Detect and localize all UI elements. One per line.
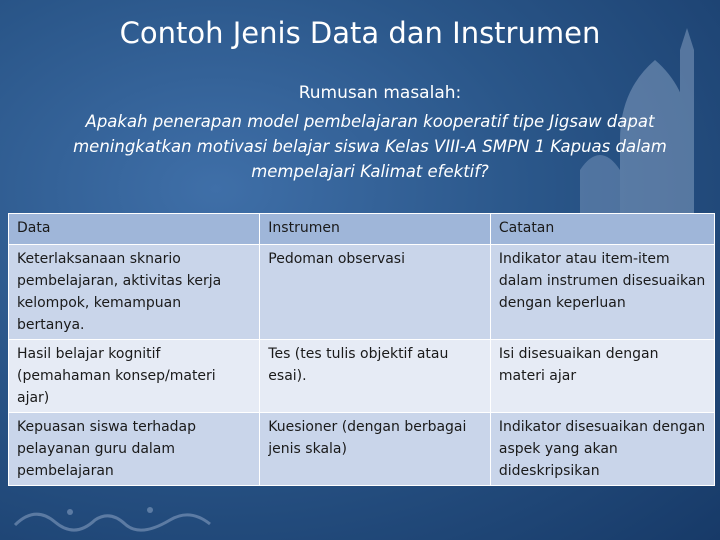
table-cell: Hasil belajar kognitif (pemahaman konsep/materi ajar): [9, 340, 260, 413]
calligraphy-ornament-icon: [10, 500, 230, 536]
table-header-row: [9, 214, 715, 245]
header-catatan: Catatan: [490, 214, 714, 245]
table-row: [9, 413, 715, 486]
table-row: [9, 245, 715, 340]
header-data: Data: [9, 214, 260, 245]
problem-heading: Rumusan masalah:: [298, 83, 462, 103]
table-cell: Keterlaksanaan sknario pembelajaran, aktivitas kerja kelompok, kemampuan bertanya.: [9, 245, 260, 340]
table-cell: Tes (tes tulis objektif atau esai).: [260, 340, 491, 413]
table-cell: Kuesioner (dengan berbagai jenis skala): [260, 413, 491, 486]
data-instrument-table: [8, 213, 715, 486]
table-cell: Kepuasan siswa terhadap pelayanan guru dalam pembelajaran: [9, 413, 260, 486]
table-cell: Isi disesuaikan dengan materi ajar: [490, 340, 714, 413]
slide-title: Contoh Jenis Data dan Instrumen: [119, 16, 601, 50]
table-cell: Indikator disesuaikan dengan aspek yang akan dideskripsikan: [490, 413, 714, 486]
table-cell: Indikator atau item-item dalam instrumen disesuaikan dengan keperluan: [490, 245, 714, 340]
header-instrumen: Instrumen: [260, 214, 491, 245]
table-cell: Pedoman observasi: [260, 245, 491, 340]
table-row: [9, 340, 715, 413]
problem-statement: Apakah penerapan model pembelajaran kooperatif tipe Jigsaw dapat meningkatkan motivasi belajar siswa Kelas VIII-A SMPN 1 Kapuas dalam mempelajari Kalimat efektif?: [73, 112, 667, 181]
